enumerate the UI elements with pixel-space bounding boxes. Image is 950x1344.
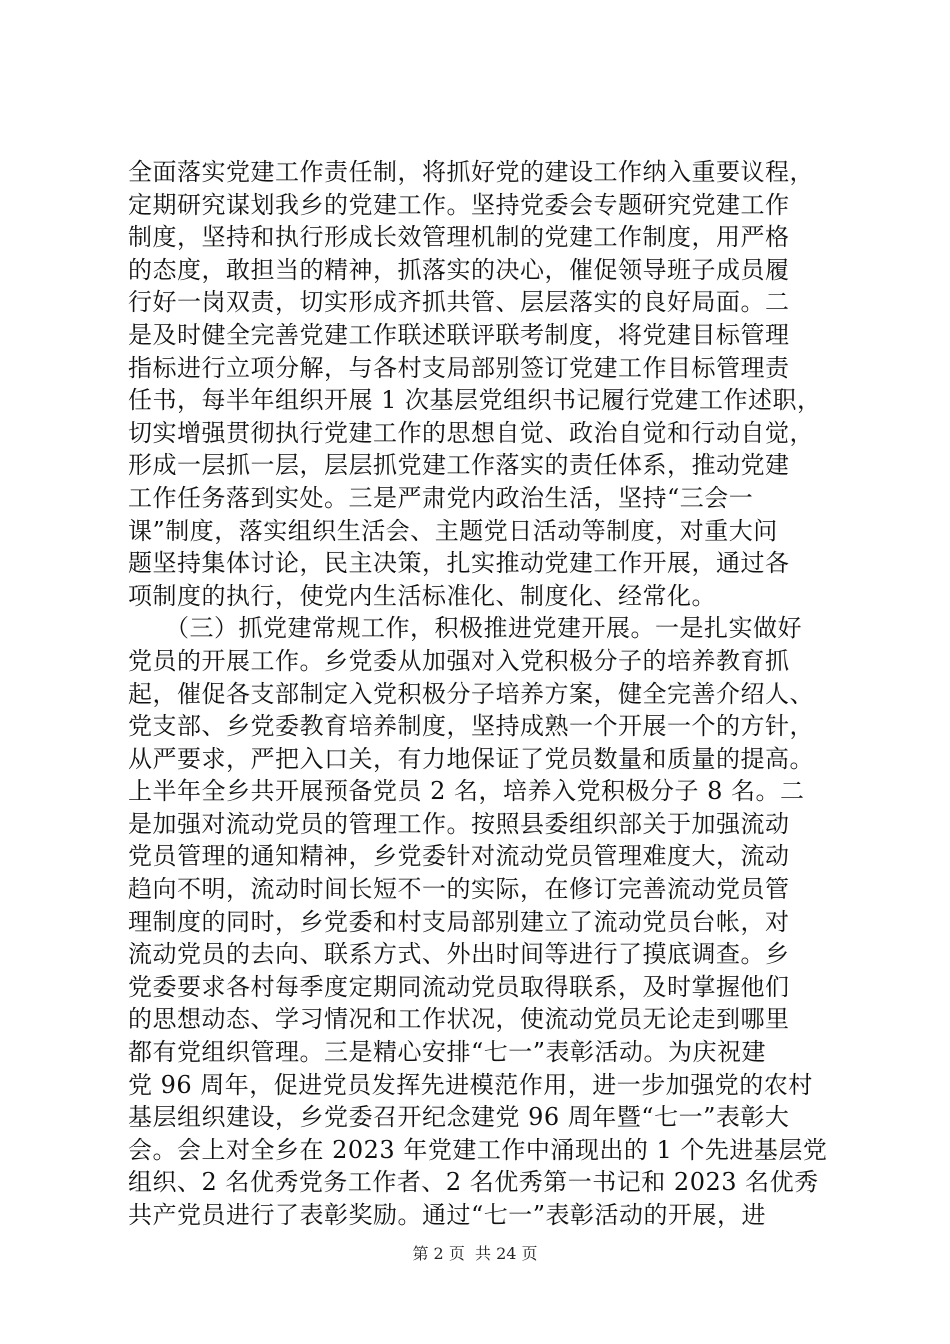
- text-line: 形成一层抓一层，层层抓党建工作落实的责任体系，推动党建: [128, 451, 790, 480]
- page-number-footer: 第 2 页 共 24 页: [412, 1244, 538, 1263]
- text-line: 组织、2 名优秀党务工作者、2 名优秀第一书记和 2023 名优秀: [128, 1168, 819, 1197]
- text-line: 课”制度，落实组织生活会、主题党日活动等制度，对重大问: [128, 516, 778, 545]
- text-line: 党委要求各村每季度定期同流动党员取得联系，及时掌握他们: [128, 972, 790, 1001]
- text-line: 起，催促各支部制定入党积极分子培养方案，健全完善介绍人、: [128, 679, 814, 708]
- text-line: 会。会上对全乡在 2023 年党建工作中涌现出的 1 个先进基层党: [128, 1135, 828, 1164]
- text-line: 基层组织建设，乡党委召开纪念建党 96 周年暨“七一”表彰大: [128, 1103, 790, 1132]
- text-line: 切实增强贯彻执行党建工作的思想自觉、政治自觉和行动自觉，: [128, 418, 814, 447]
- text-line: 的态度，敢担当的精神，抓落实的决心，催促领导班子成员履: [128, 255, 790, 284]
- text-line: 趋向不明，流动时间长短不一的实际，在修订完善流动党员管: [128, 875, 790, 904]
- text-line: 任书，每半年组织开展 1 次基层党组织书记履行党建工作述职，: [128, 386, 822, 415]
- text-line: 题坚持集体讨论，民主决策，扎实推动党建工作开展，通过各: [128, 549, 790, 578]
- text-line: 理制度的同时，乡党委和村支局部别建立了流动党员台帐，对: [128, 907, 790, 936]
- text-line: 党员的开展工作。乡党委从加强对入党积极分子的培养教育抓: [128, 646, 790, 675]
- text-line: 从严要求，严把入口关，有力地保证了党员数量和质量的提高。: [128, 744, 814, 773]
- text-line: 党 96 周年，促进党员发挥先进模范作用，进一步加强党的农村: [128, 1070, 813, 1099]
- text-line: 的思想动态、学习情况和工作状况，使流动党员无论走到哪里: [128, 1005, 790, 1034]
- text-line: 都有党组织管理。三是精心安排“七一”表彰活动。为庆祝建: [128, 1038, 767, 1067]
- text-line: （三）抓党建常规工作，积极推进党建开展。一是扎实做好: [128, 614, 802, 643]
- body-text: [128, 156, 848, 1232]
- text-line: 指标进行立项分解，与各村支局部别签订党建工作目标管理责: [128, 353, 790, 382]
- text-line: 全面落实党建工作责任制，将抓好党的建设工作纳入重要议程，: [128, 158, 814, 186]
- text-line: 上半年全乡共开展预备党员 2 名，培养入党积极分子 8 名。二: [128, 777, 805, 806]
- text-line: 共产党员进行了表彰奖励。通过“七一”表彰活动的开展，进: [128, 1201, 767, 1229]
- text-line: 流动党员的去向、联系方式、外出时间等进行了摸底调查。乡: [128, 940, 790, 969]
- text-line: 是及时健全完善党建工作联述联评联考制度，将党建目标管理: [128, 320, 790, 349]
- text-line: 行好一岗双责，切实形成齐抓共管、层层落实的良好局面。二: [128, 288, 790, 317]
- text-line: 党支部、乡党委教育培养制度，坚持成熟一个开展一个的方针，: [128, 712, 814, 741]
- text-line: 是加强对流动党员的管理工作。按照县委组织部关于加强流动: [128, 809, 790, 838]
- text-line: 定期研究谋划我乡的党建工作。坚持党委会专题研究党建工作: [128, 190, 790, 219]
- text-line: 制度，坚持和执行形成长效管理机制的党建工作制度，用严格: [128, 223, 790, 252]
- text-line: 项制度的执行，使党内生活标准化、制度化、经常化。: [128, 581, 716, 610]
- text-line: 工作任务落到实处。三是严肃党内政治生活，坚持“三会一: [128, 483, 754, 512]
- text-line: 党员管理的通知精神，乡党委针对流动党员管理难度大，流动: [128, 842, 790, 871]
